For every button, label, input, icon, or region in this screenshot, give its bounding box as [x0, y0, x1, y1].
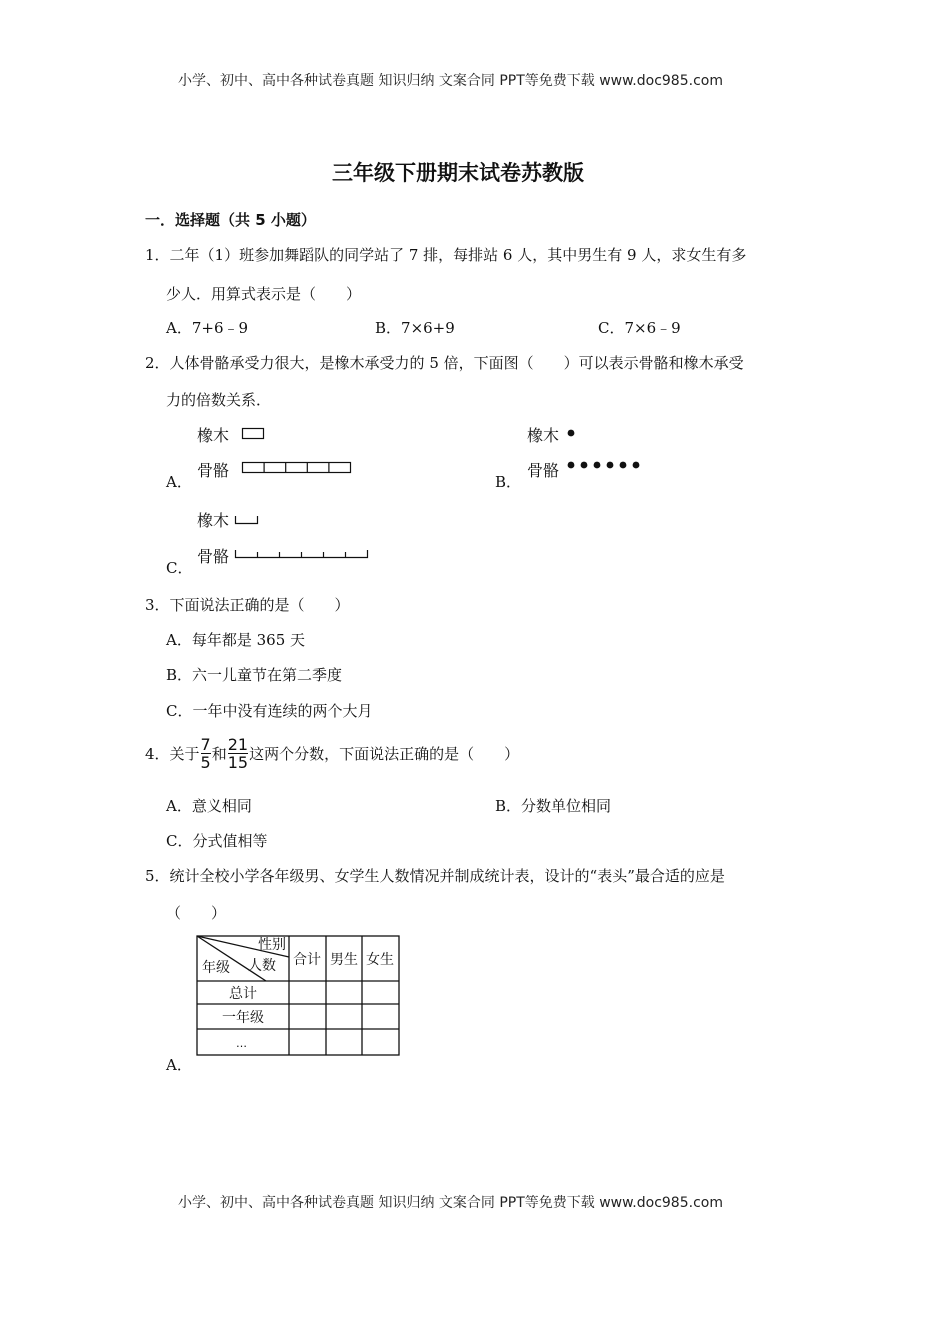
q3-option-c[interactable]: C．一年中没有连续的两个大月 — [166, 702, 373, 720]
q2-option-b[interactable]: B． — [495, 473, 522, 491]
fraction-2-numerator: 21 — [227, 735, 249, 754]
q2b-bone-label: 骨骼 — [527, 461, 560, 480]
table-corner-gender: 性别 — [258, 937, 286, 953]
fraction-21-15 — [228, 736, 248, 771]
fraction-2-denominator: 15 — [227, 753, 249, 772]
q5-stem-line1: 5．统计全校小学各年级男、女学生人数情况并制成统计表，设计的“表头”最合适的应是 — [145, 867, 725, 885]
q2b-dot-diagram — [563, 425, 653, 475]
page-header: 小学、初中、高中各种试卷真题 知识归纳 文案合同 PPT等免费下载 www.doc985.com — [178, 73, 723, 89]
q2c-segment-diagram — [233, 510, 373, 560]
table-col-total: 合计 — [293, 952, 321, 968]
q2-stem-line1: 2．人体骨骼承受力很大，是橡木承受力的 5 倍，下面图（ ）可以表示骨骼和橡木承受 — [145, 354, 744, 372]
q2c-oak-label: 橡木 — [197, 511, 230, 530]
q1-option-b[interactable]: B．7×6+9 — [375, 319, 455, 337]
q2-option-c[interactable]: C． — [166, 559, 193, 577]
q5-table-diagram — [196, 935, 402, 1057]
q2-stem-line2: 力的倍数关系． — [166, 391, 272, 409]
q3-option-b[interactable]: B．六一儿童节在第二季度 — [166, 666, 343, 684]
q4-option-c[interactable]: C．分式值相等 — [166, 832, 268, 850]
table-row-grade1: 一年级 — [222, 1010, 264, 1026]
q4-stem-mid: 和 — [211, 745, 227, 763]
table-corner-count: 人数 — [248, 958, 276, 974]
table-row-more: … — [236, 1037, 247, 1050]
page-title: 三年级下册期末试卷苏教版 — [332, 160, 584, 185]
q2-option-a[interactable]: A． — [166, 473, 192, 491]
q4-option-a[interactable]: A．意义相同 — [166, 797, 252, 815]
q1-option-c[interactable]: C．7×6﹣9 — [598, 319, 681, 337]
q3-stem: 3．下面说法正确的是（ ） — [145, 596, 350, 614]
table-corner-grade: 年级 — [202, 960, 230, 976]
q4-stem — [145, 736, 519, 771]
q2a-bar-diagram — [240, 425, 360, 475]
table-row-total: 总计 — [229, 986, 257, 1002]
q4-stem-pre: 4．关于 — [145, 745, 200, 763]
q4-stem-post: 这两个分数，下面说法正确的是（ ） — [249, 745, 520, 763]
q1-option-a[interactable]: A．7+6﹣9 — [166, 319, 249, 337]
q1-stem-line1: 1．二年（1）班参加舞蹈队的同学站了 7 排，每排站 6 人，其中男生有 9 人，求女生有多 — [145, 246, 747, 264]
table-col-male: 男生 — [330, 952, 358, 968]
fraction-1-numerator: 7 — [200, 735, 211, 754]
table-col-female: 女生 — [366, 952, 394, 968]
fraction-1-denominator: 5 — [200, 753, 211, 772]
fraction-7-5 — [201, 736, 211, 771]
q4-option-b[interactable]: B．分数单位相同 — [495, 797, 612, 815]
q5-option-a[interactable]: A． — [166, 1056, 192, 1074]
q2a-oak-label: 橡木 — [197, 426, 230, 445]
page-footer: 小学、初中、高中各种试卷真题 知识归纳 文案合同 PPT等免费下载 www.doc985.com — [178, 1195, 723, 1211]
q1-stem-line2: 少人．用算式表示是（ ） — [166, 285, 362, 303]
q2b-oak-label: 橡木 — [527, 426, 560, 445]
section-heading: 一．选择题（共 5 小题） — [145, 211, 316, 229]
q2a-bone-label: 骨骼 — [197, 461, 230, 480]
q3-option-a[interactable]: A．每年都是 365 天 — [166, 631, 305, 649]
q5-stem-line2: （ ） — [166, 904, 227, 922]
q2c-bone-label: 骨骼 — [197, 547, 230, 566]
